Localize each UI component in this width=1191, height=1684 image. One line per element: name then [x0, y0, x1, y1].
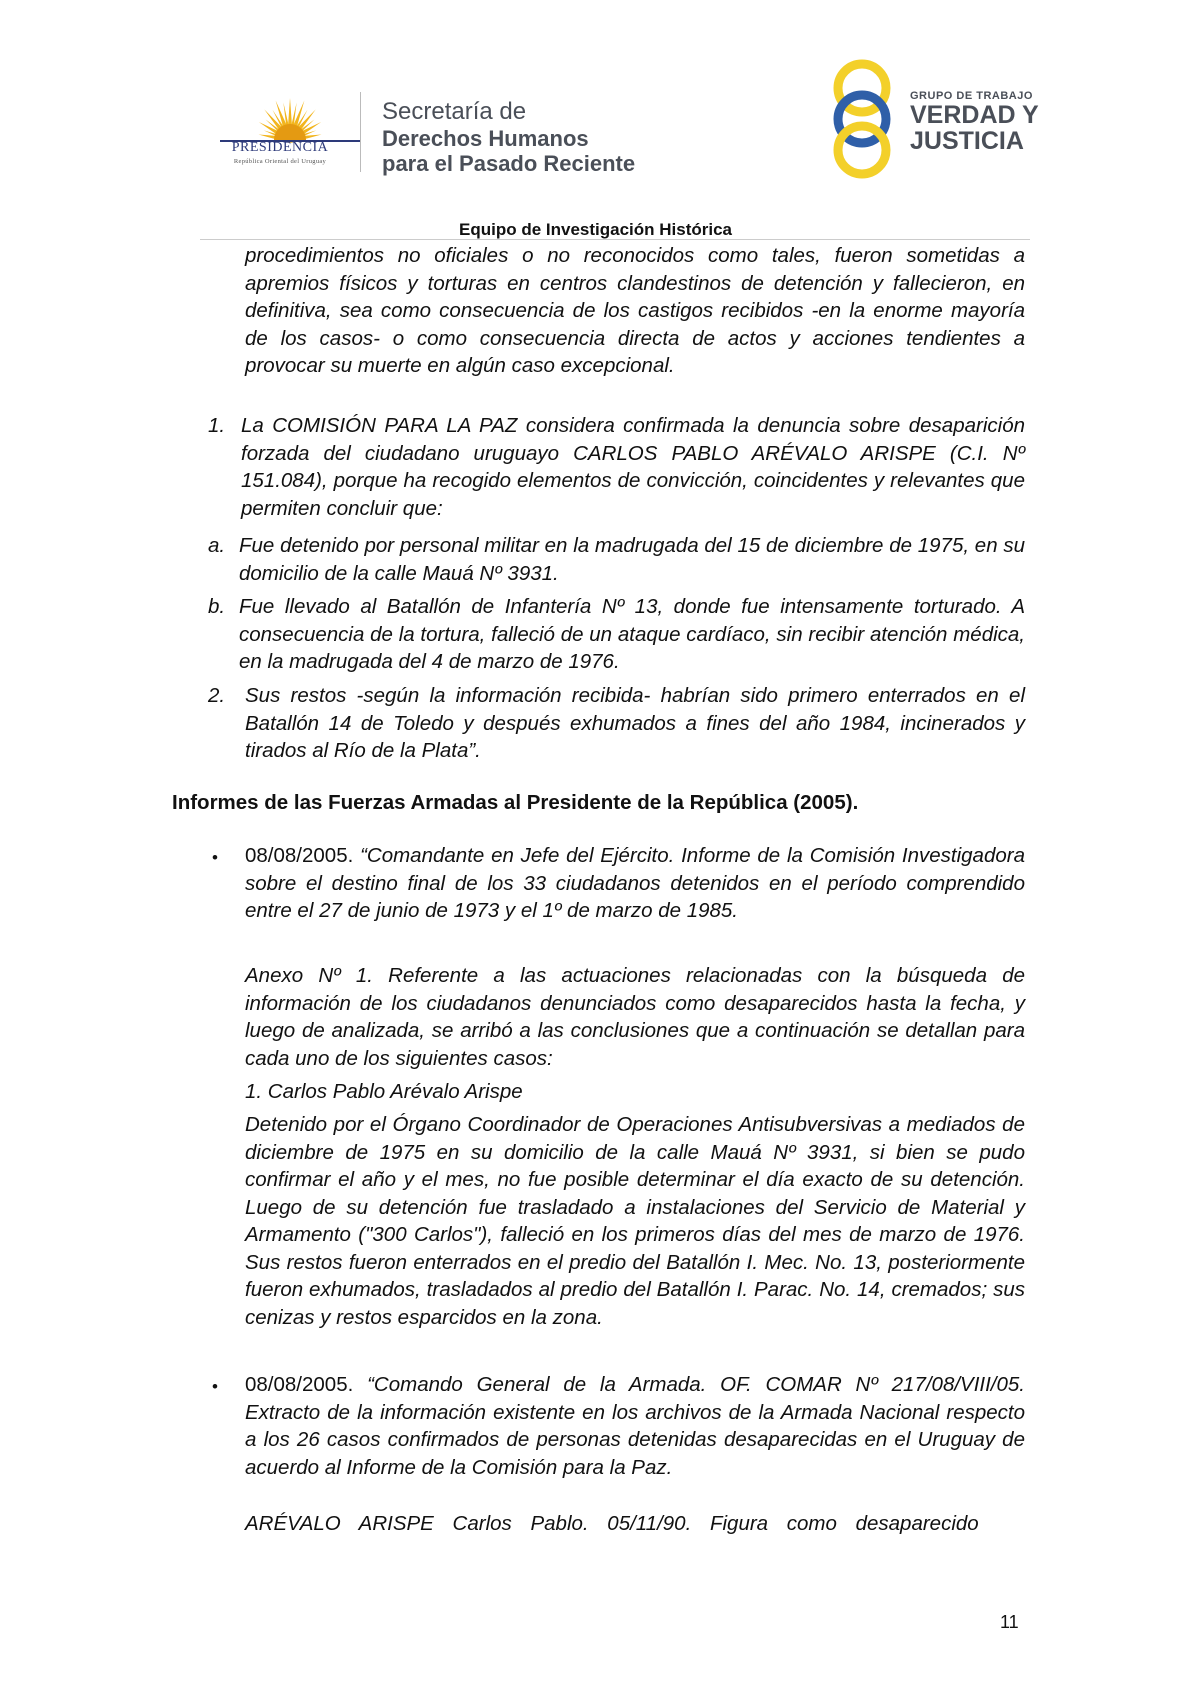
- page-header: [0, 0, 1191, 240]
- last-line: ARÉVALO ARISPE Carlos Pablo. 05/11/90. Figura como desaparecido: [245, 1512, 979, 1535]
- bullet-2-date: 08/08/2005.: [245, 1373, 368, 1396]
- intro-paragraph: procedimientos no oficiales o no reconocidos como tales, fueron sometidas a apremios físicos y torturas en centros clandestinos de detención y fallecieron, en definitiva, sea como consecuencia de los castigos recibidos -en la enorme mayoría de los casos- o como consecuencia directa de actos y acciones tendientes a provocar su muerte en algún caso excepcional.: [245, 244, 1025, 377]
- bullet-1-date: 08/08/2005.: [245, 844, 361, 867]
- item-a-text: Fue detenido por personal militar en la madrugada del 15 de diciembre de 1975, en su domicilio de la calle Mauá Nº 3931.: [239, 534, 1025, 585]
- team-title: Equipo de Investigación Histórica: [459, 220, 732, 239]
- secretaria-line-2: Derechos Humanos: [382, 126, 589, 151]
- item-b-text: Fue llevado al Batallón de Infantería Nº 13, donde fue intensamente torturado. A consecuencia de la tortura, falleció de un ataque cardíaco, sin recibir atención médica, en la madrugada del 4 de marzo de 1976.: [239, 595, 1025, 673]
- case-paragraph: Detenido por el Órgano Coordinador de Operaciones Antisubversivas a mediados de diciembre de 1975 en su domicilio de la calle Mauá Nº 3931, si bien se pudo confirmar el año y el mes, no fue posible determinar el día exacto de su detención. Luego de su detención fue trasladado a instalaciones del Servicio de Material y Armamento ("300 Carlos"), falleció en los primeros días del mes de marzo de 1976. Sus restos fueron enterrados en el predio del Batallón I. Mec. No. 13, posteriormente fueron exhumados, trasladados al predio del Batallón I. Parac. No. 14, cremados; sus cenizas y restos esparcidos en la zona.: [245, 1113, 1025, 1329]
- secretaria-line-1: Secretaría de: [382, 98, 527, 125]
- grupo-trabajo-line-2: VERDAD Y: [910, 101, 1039, 129]
- item-a-marker: a.: [208, 534, 226, 557]
- item-1-text: La COMISIÓN PARA LA PAZ considera confirmada la denuncia sobre desaparición forzada del ciudadano uruguayo CARLOS PABLO ARÉVALO ARISPE (C.I. Nº 151.084), porque ha recogido elementos de convicción, coincidentes y relevantes que permiten concluir que:: [241, 414, 1025, 520]
- item-b-marker: b.: [208, 595, 226, 618]
- presidencia-subtitle: República Oriental del Uruguay: [233, 158, 327, 165]
- bullet-1-text: “Comandante en Jefe del Ejército. Informe de la Comisión Investigadora sobre el destino final de los 33 ciudadanos detenidos en el período comprendido entre el 27 de junio de 1973 y el 1º de marzo de 1985.: [245, 844, 1025, 922]
- bullet-2-symbol: •: [212, 1377, 218, 1396]
- header-divider: [360, 92, 361, 172]
- secretaria-title: [382, 98, 635, 176]
- page-number: 11: [1000, 1612, 1019, 1632]
- bullet-2-text: “Comando General de la Armada. OF. COMAR Nº 217/08/VIII/05. Extracto de la información existente en los archivos de la Armada Nacional respecto a los 26 casos confirmados de personas detenidas desaparecidas en el Uruguay de acuerdo al Informe de la Comisión para la Paz.: [245, 1373, 1025, 1479]
- verdad-justicia-logo: [822, 58, 902, 180]
- item-2-marker: 2.: [208, 684, 226, 707]
- bullet-2-paragraph: [245, 1371, 1025, 1481]
- section-heading: Informes de las Fuerzas Armadas al Presidente de la República (2005).: [172, 791, 859, 814]
- anexo-paragraph: Anexo Nº 1. Referente a las actuaciones relacionadas con la búsqueda de información de los ciudadanos denunciados como desaparecidos hasta la fecha, y luego de analizada, se arribó a las conclusiones que a continuación se detallan para cada uno de los siguientes casos:: [245, 964, 1025, 1070]
- grupo-trabajo-line-1: GRUPO DE TRABAJO: [910, 90, 1033, 102]
- secretaria-line-3: para el Pasado Reciente: [382, 151, 636, 176]
- presidencia-label: PRESIDENCIA: [231, 140, 329, 155]
- case-title: 1. Carlos Pablo Arévalo Arispe: [245, 1080, 523, 1103]
- bullet-1-paragraph: [245, 842, 1025, 925]
- header-rule: [200, 239, 1030, 240]
- item-2-text: Sus restos -según la información recibida- habrían sido primero enterrados en el Batallón 14 de Toledo y después exhumados a fines del año 1984, incinerados y tirados al Río de la Plata”.: [245, 684, 1025, 762]
- grupo-trabajo-line-3: JUSTICIA: [910, 127, 1024, 155]
- bullet-1-symbol: •: [212, 848, 218, 867]
- item-1-marker: 1.: [208, 414, 226, 437]
- grupo-trabajo-title: [910, 90, 1039, 154]
